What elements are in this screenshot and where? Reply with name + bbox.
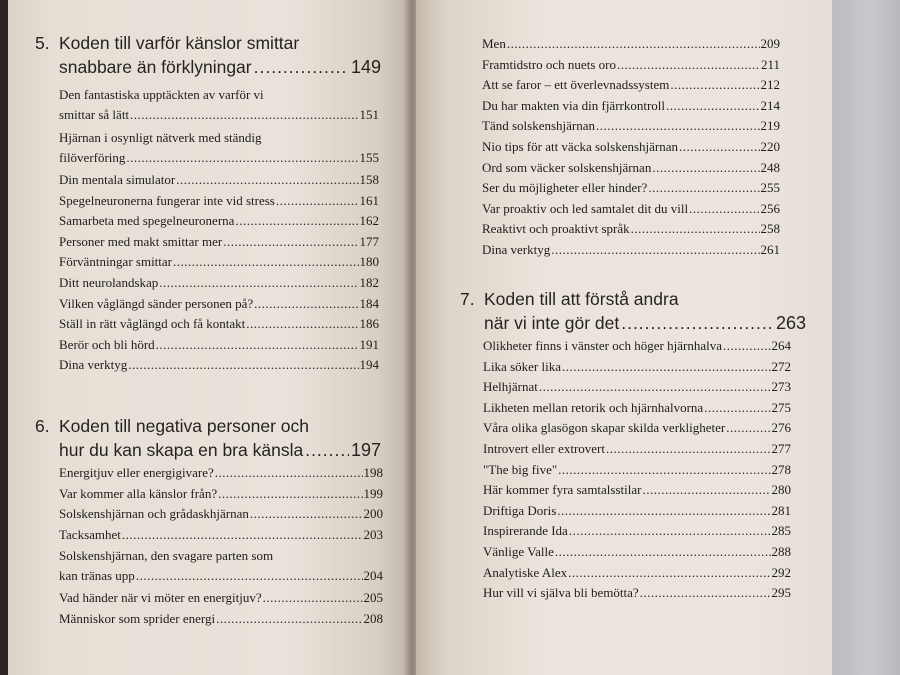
entry-page-number: 273 — [771, 379, 791, 395]
entry-page-number: 288 — [771, 543, 791, 559]
entry-title-line-1: Hjärnan i osynligt nätverk med ständig — [59, 130, 262, 145]
dot-leader — [568, 563, 770, 583]
entry-title: Var proaktiv och led samtalet dit du vill — [482, 200, 689, 216]
toc-entry[interactable] — [59, 609, 383, 630]
entry-title: Inspirerande Ida — [483, 523, 568, 539]
entry-title-line-2: filöverföring — [59, 150, 126, 165]
entry-page-number: 248 — [760, 159, 780, 175]
entry-page-number: 277 — [771, 440, 791, 456]
entry-page-number: 264 — [771, 338, 791, 353]
entry-title: Ditt neurolandskap — [59, 274, 159, 290]
entry-title: Olikheter finns i vänster och höger hjärnhalva — [483, 338, 722, 353]
toc-entry[interactable] — [483, 521, 791, 542]
chapter-title-line-1: Koden till negativa personer och — [59, 416, 310, 436]
entry-page-number: 208 — [363, 610, 383, 626]
entry-title: Samarbeta med spegelneuronerna — [59, 213, 235, 229]
toc-entry[interactable] — [483, 460, 791, 481]
entry-page-number: 280 — [771, 482, 791, 498]
toc-entry[interactable] — [482, 219, 780, 240]
entry-title: Introvert eller extrovert — [483, 440, 605, 456]
entry-title: Din mentala simulator — [59, 172, 176, 187]
dot-leader — [606, 439, 771, 459]
toc-entry[interactable] — [482, 137, 780, 158]
dot-leader — [726, 418, 770, 438]
chapter-6-entries — [59, 463, 383, 630]
toc-entry[interactable] — [483, 501, 791, 522]
toc-entry[interactable] — [59, 252, 379, 273]
right-page — [416, 0, 832, 675]
chapter-7-entries — [483, 336, 791, 604]
dot-leader — [670, 75, 759, 95]
entry-title: Vänlige Valle — [483, 543, 554, 559]
toc-entry[interactable] — [59, 84, 379, 127]
dot-leader — [305, 438, 349, 462]
entry-title: Personer med makt smittar mer — [59, 233, 223, 249]
dot-leader — [723, 336, 771, 356]
entry-title: Vad händer när vi möter en energitjuv? — [59, 590, 262, 606]
toc-entry[interactable] — [59, 294, 379, 315]
entry-page-number: 186 — [359, 316, 379, 332]
entry-page-number: 272 — [771, 358, 791, 374]
toc-entry[interactable] — [59, 525, 383, 546]
entry-title-line-1: Solskenshjärnan, den svagare parten som — [59, 548, 274, 564]
entry-title: Hur vill vi själva bli bemötta? — [483, 585, 639, 601]
entry-title: Berör och bli hörd — [59, 336, 155, 352]
dot-leader — [679, 137, 759, 157]
dot-leader — [551, 240, 759, 260]
entry-page-number: 184 — [359, 295, 379, 311]
entry-page-number: 151 — [359, 107, 379, 122]
chapter-title-line-2: hur du kan skapa en bra känsla — [59, 440, 304, 460]
entry-page-number: 261 — [760, 241, 780, 257]
entry-page-number: 219 — [760, 118, 780, 134]
chapter-number: 6. — [35, 416, 50, 436]
entry-title: Lika söker lika — [483, 358, 561, 374]
toc-entry[interactable] — [482, 75, 780, 96]
toc-entry[interactable] — [59, 463, 383, 484]
chapter-5-entries — [59, 84, 379, 376]
entry-title: Analytiske Alex — [483, 564, 568, 580]
toc-entry[interactable] — [482, 240, 780, 261]
entry-title: Helhjärnat — [483, 379, 538, 395]
entry-page-number: 285 — [771, 523, 791, 539]
toc-entry[interactable] — [483, 357, 791, 378]
entry-page-number: 281 — [771, 502, 791, 518]
entry-title: Tacksamhet — [59, 526, 121, 542]
dot-leader — [156, 335, 359, 355]
entry-page-number: 255 — [760, 180, 780, 196]
chapter-page-number: 149 — [350, 57, 381, 77]
entry-title: Du har makten via din fjärrkontroll — [482, 97, 666, 113]
dot-leader — [631, 219, 760, 239]
toc-entry[interactable] — [483, 377, 791, 398]
dot-leader — [621, 311, 774, 335]
chapter-number: 5. — [35, 33, 50, 53]
toc-entry[interactable] — [59, 314, 379, 335]
dot-leader — [557, 501, 770, 521]
dot-leader — [276, 191, 359, 211]
entry-title: Människor som sprider energi — [59, 610, 216, 626]
entry-title: Nio tips för att väcka solskenshjärnan — [482, 138, 679, 154]
entry-title: Vilken våglängd sänder personen på? — [59, 295, 254, 311]
entry-title: Spegelneuronerna fungerar inte vid stress — [59, 192, 275, 208]
entry-title: Reaktivt och proaktivt språk — [482, 221, 630, 237]
entry-page-number: 158 — [359, 172, 379, 187]
entry-title: Ser du möjligheter eller hinder? — [482, 180, 648, 196]
dot-leader — [176, 170, 358, 190]
dot-leader — [562, 357, 771, 377]
dot-leader — [652, 158, 759, 178]
toc-entry[interactable] — [59, 232, 379, 253]
toc-entry[interactable] — [59, 545, 383, 588]
dot-leader — [126, 148, 358, 168]
entry-page-number: 177 — [359, 233, 379, 249]
toc-entry[interactable] — [59, 127, 379, 170]
entry-title-line-2: kan tränas upp — [59, 568, 135, 584]
chapter-number: 7. — [460, 289, 475, 309]
entry-title-line-1: Den fantastiska upptäckten av varför vi — [59, 87, 264, 102]
entry-page-number: 209 — [760, 36, 780, 51]
toc-entry[interactable] — [59, 170, 379, 191]
dot-leader — [215, 463, 363, 483]
photo-background-right — [830, 0, 900, 675]
dot-leader — [689, 199, 759, 219]
entry-page-number: 203 — [363, 526, 383, 542]
entry-title: Förväntningar smittar — [59, 254, 173, 270]
toc-entry[interactable] — [482, 116, 780, 137]
left-page — [8, 0, 410, 675]
toc-entry[interactable] — [59, 335, 379, 356]
entry-page-number: 198 — [363, 465, 383, 480]
dot-leader — [173, 252, 358, 272]
dot-leader — [216, 609, 362, 629]
dot-leader — [246, 314, 358, 334]
toc-entry[interactable] — [482, 34, 780, 55]
dot-leader — [704, 398, 770, 418]
dot-leader — [640, 583, 771, 603]
entry-title: Energitjuv eller energigivare? — [59, 465, 214, 480]
dot-leader — [648, 178, 759, 198]
entry-page-number: 155 — [359, 150, 379, 165]
chapter-title-line-2: snabbare än förklyningar — [59, 57, 252, 77]
entry-page-number: 200 — [363, 506, 383, 522]
toc-entry[interactable] — [59, 355, 379, 376]
entry-page-number: 292 — [771, 564, 791, 580]
dot-leader — [617, 55, 760, 75]
toc-entry[interactable] — [59, 211, 379, 232]
entry-title: Dina verktyg — [482, 241, 551, 257]
dot-leader — [642, 480, 770, 500]
entry-page-number: 180 — [359, 254, 379, 270]
entry-title: Var kommer alla känslor från? — [59, 485, 218, 501]
entry-title: Dina verktyg — [59, 357, 128, 373]
entry-title: Solskenshjärnan och grådaskhjärnan — [59, 506, 249, 522]
toc-entry[interactable] — [482, 199, 780, 220]
chapter-title-line-1: Koden till att förstå andra — [484, 289, 679, 309]
chapter-title-line-2: när vi inte gör det — [484, 313, 620, 333]
entry-title: Driftiga Doris — [483, 502, 557, 518]
dot-leader — [539, 377, 771, 397]
toc-entry[interactable] — [483, 583, 791, 604]
toc-entry[interactable] — [59, 273, 379, 294]
toc-entry[interactable] — [59, 191, 379, 212]
entry-page-number: 220 — [760, 138, 780, 154]
toc-entry[interactable] — [483, 563, 791, 584]
dot-leader — [235, 211, 358, 231]
entry-title: Här kommer fyra samtalsstilar — [483, 482, 642, 498]
entry-page-number: 194 — [359, 357, 379, 373]
entry-page-number: 258 — [760, 221, 780, 237]
entry-page-number: 275 — [771, 399, 791, 415]
entry-title: Ställ in rätt våglängd och få kontakt — [59, 316, 246, 332]
dot-leader — [263, 588, 363, 608]
entry-title: Ord som väcker solskenshjärnan — [482, 159, 652, 175]
entry-title: Att se faror – ett överlevnadssystem — [482, 77, 670, 93]
toc-entry[interactable] — [482, 55, 780, 76]
entry-page-number: 182 — [359, 274, 379, 290]
toc-entry[interactable] — [483, 398, 791, 419]
dot-leader — [159, 273, 358, 293]
entry-page-number: 212 — [760, 77, 780, 93]
dot-leader — [254, 55, 349, 79]
dot-leader — [128, 355, 358, 375]
toc-entry[interactable] — [483, 480, 791, 501]
toc-entry[interactable] — [59, 484, 383, 505]
entry-title: Likheten mellan retorik och hjärnhalvorna — [483, 399, 704, 415]
toc-entry[interactable] — [482, 96, 780, 117]
dot-leader — [555, 542, 771, 562]
entry-title: "The big five" — [483, 461, 558, 477]
dot-leader — [218, 484, 362, 504]
chapter-title-line-1: Koden till varför känslor smittar — [59, 33, 300, 53]
toc-entry[interactable] — [483, 542, 791, 563]
dot-leader — [136, 566, 363, 586]
entry-page-number: 199 — [363, 485, 383, 501]
dot-leader — [596, 116, 759, 136]
entry-page-number: 276 — [771, 420, 791, 436]
entry-title: Våra olika glasögon skapar skilda verkligheter — [483, 420, 726, 436]
toc-entry[interactable] — [482, 158, 780, 179]
dot-leader — [558, 460, 770, 480]
dot-leader — [666, 96, 759, 116]
toc-entry[interactable] — [483, 336, 791, 357]
dot-leader — [250, 504, 363, 524]
toc-entry[interactable] — [482, 178, 780, 199]
dot-leader — [130, 105, 358, 125]
entry-title: Men — [482, 36, 506, 51]
entry-page-number: 214 — [760, 97, 780, 113]
entry-title: Framtidstro och nuets oro — [482, 56, 616, 72]
entry-page-number: 211 — [760, 56, 780, 72]
toc-entry[interactable] — [59, 504, 383, 525]
dot-leader — [569, 521, 771, 541]
entry-page-number: 256 — [760, 200, 780, 216]
entry-page-number: 205 — [363, 590, 383, 606]
chapter-6-continued-entries — [482, 34, 780, 261]
entry-page-number: 204 — [363, 568, 383, 584]
toc-entry[interactable] — [483, 439, 791, 460]
entry-page-number: 278 — [771, 461, 791, 477]
entry-page-number: 295 — [771, 585, 791, 601]
entry-page-number: 161 — [359, 192, 379, 208]
entry-title: Tänd solskenshjärnan — [482, 118, 596, 134]
entry-page-number: 191 — [359, 336, 379, 352]
dot-leader — [507, 34, 760, 54]
toc-entry[interactable] — [483, 418, 791, 439]
chapter-page-number: 197 — [350, 440, 381, 460]
dot-leader — [223, 232, 358, 252]
chapter-page-number: 263 — [775, 313, 806, 333]
dot-leader — [254, 294, 358, 314]
entry-title-line-2: smittar så lätt — [59, 107, 130, 122]
entry-page-number: 162 — [359, 213, 379, 229]
toc-entry[interactable] — [59, 588, 383, 609]
dot-leader — [122, 525, 363, 545]
